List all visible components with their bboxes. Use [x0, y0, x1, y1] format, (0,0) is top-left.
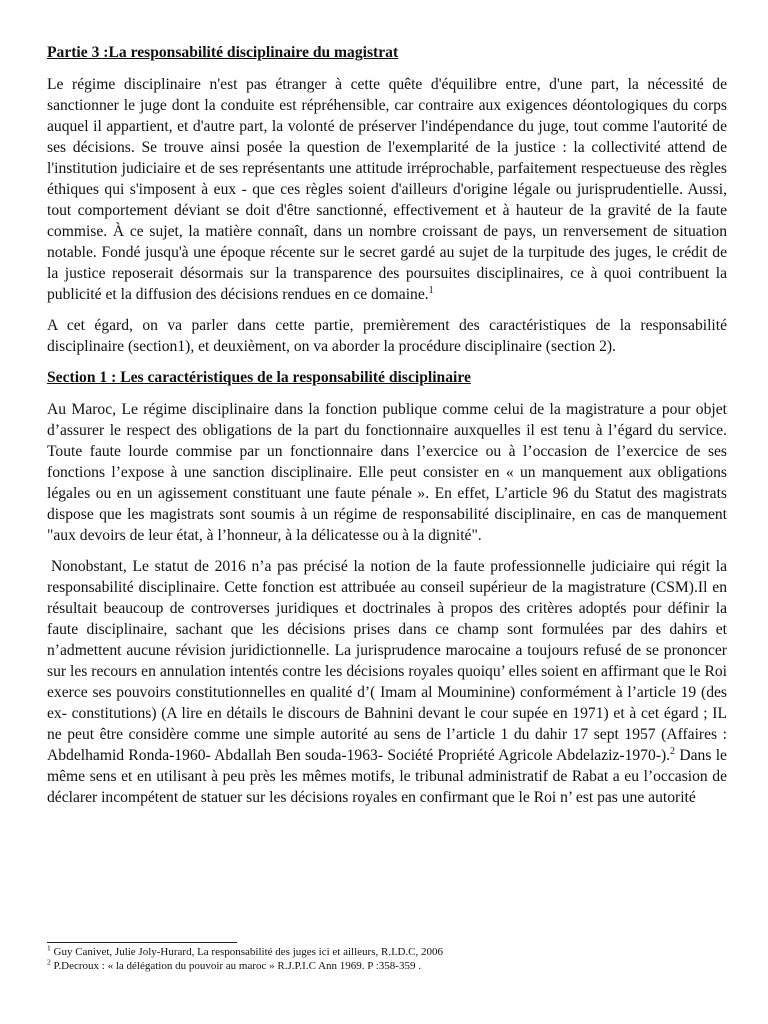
footnote-2 — [47, 956, 727, 974]
paragraph-plan: A cet égard, on va parler dans cette partie, premièrement des caractéristiques de la responsabilité disciplinaire (section1), et deuxièment, on va aborder la procédure disciplinaire (section 2). — [47, 317, 727, 355]
footnote-2-text: P.Decroux : « la délégation du pouvoir au maroc » R.J.P.I.C Ann 1969. P :358-359 . — [50, 959, 421, 972]
footnote-ref-2[interactable]: 2 — [670, 745, 676, 757]
paragraph-intro-text: Le régime disciplinaire n'est pas étranger à cette quête d'équilibre entre, d'une part, la nécessité de sanctionner le juge dont la conduite est répréhensible, car contraire aux exigences déontologiques du corps auquel il appartient, et d'autre part, la volonté de préserver l'indépendance du juge, tout comme l'autorité de ses décisions. Se trouve ainsi posée la question de l'exemplarité de la justice : la collectivité attend de l'institution judiciaire et de ses représentants une attitude irréprochable, parfaitement respectueuse des règles éthiques qui s'imposent à eux - que ces règles soient d'ailleurs d'origine légale ou jurisprudentielle. Aussi, tout comportement déviant se doit d'être sanctionné, effectivement et à hauteur de la gravité de la faute commise. À ce sujet, la matière connaît, dans un nombre croissant de pays, un renversement de situation notable. Fondé jusqu'à une époque récente sur le secret gardé au sujet de la turpitude des juges, le crédit de la justice reposerait désormais sur la transparence des poursuites disciplinaires, ce à quoi contribuent la publicité et la diffusion des décisions rendues en ce domaine. — [47, 76, 727, 303]
partie-title: Partie 3 :La responsabilité disciplinaire du magistrat — [47, 44, 399, 61]
footnote-1-number: 1 — [47, 943, 51, 953]
footnote-ref-1[interactable]: 1 — [428, 284, 434, 296]
footnote-1 — [47, 943, 727, 960]
footnotes — [47, 942, 727, 973]
paragraph-nonobstant — [47, 556, 727, 808]
section-1-title: Section 1 : Les caractéristiques de la responsabilité disciplinaire — [47, 369, 471, 386]
footnote-1-text: Guy Canivet, Julie Joly-Hurard, La responsabilité des juges ici et ailleurs, R.I.D.C, 2006 — [50, 946, 444, 958]
paragraph-intro — [47, 74, 727, 305]
footnote-divider — [47, 942, 237, 943]
paragraph-maroc: Au Maroc, Le régime disciplinaire dans la fonction publique comme celui de la magistrature a pour objet d’assurer le respect des obligations de la part du fonctionnaire auxquelles il est tenu à l’égard du service. Toute faute lourde commise par un fonctionnaire dans l’exercice ou à l’occasion de l’exercice de ses fonctions l’expose à une sanction disciplinaire. Elle peut consister en « un manquement aux obligations légales ou en un agissement constituant une faute pénale ». En effet, L’article 96 du Statut des magistrats dispose que les magistrats sont soumis à un régime de responsabilité disciplinaire, en cas de manquement "aux devoirs de leur état, à l’honneur, à la délicatesse ou à la dignité". — [47, 401, 727, 544]
paragraph-nonobstant-text-b: Dans le même sens et en utilisant à peu près les mêmes motifs, le tribunal administratif de Rabat a eu l’occasion de déclarer incompétent de statuer sur les décisions royales en confirmant que le Roi n’ est pas une autorité — [47, 747, 727, 806]
paragraph-nonobstant-text-a: Nonobstant, Le statut de 2016 n’a pas précisé la notion de la faute professionnelle judiciaire qui régit la responsabilité disciplinaire. Cette fonction est attribuée au conseil supérieur de la magistrature (CSM).Il en résultait beaucoup de controverses juridiques et doctrinales à propos des critères adoptés pour définir la faute disciplinaire, sachant que les décisions prises dans ce champ sont formulées par des dahirs et n’admettent aucune révision juridictionnelle. La jurisprudence marocaine a toujours refusé de se prononcer sur les recours en annulation intentés contre les décisions royales quoiqu’ elles soient en affirmant que le Roi exerce ses pouvoirs constitutionnelles en qualité d’( Imam al Mouminine) conformément à l’article 19 (des ex- constitutions) (A lire en détails le discours de Bahnini devant le cour supée en 1971) et à cet égard ; IL ne peut être considère comme une simple autorité au sens de l’article 1 du dahir 17 sept 1957 (Affaires : Abdelhamid Ronda-1960- Abdallah Ben souda-1963- Société Propriété Agricole Abdelaziz-1970-). — [47, 558, 727, 764]
footnote-2-number: 2 — [47, 956, 51, 966]
document-page — [47, 42, 727, 818]
